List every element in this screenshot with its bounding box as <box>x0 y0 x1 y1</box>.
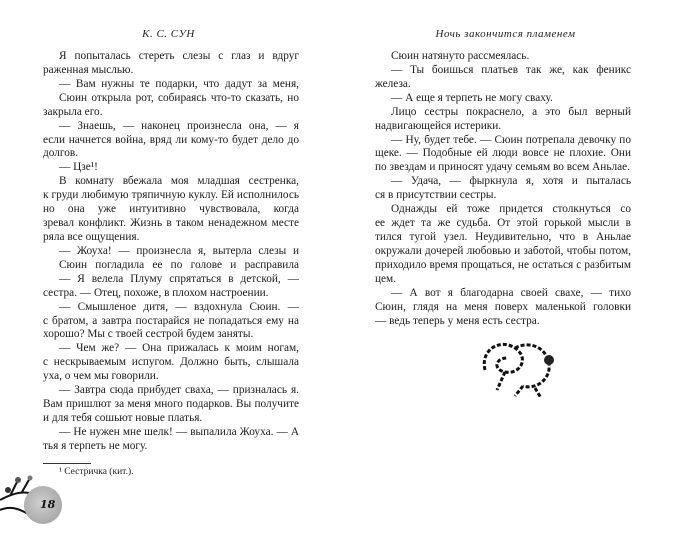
text-line: тья я терпеть не могу. <box>43 439 148 452</box>
text-line: — Ну, будет тебе. — Сюин потрепала девочку по <box>391 133 631 146</box>
body-text <box>43 50 299 454</box>
text-line: зревал конфликт. Жизнь в таком ненадежном месте <box>43 217 299 230</box>
text-line: Вам пришлют за меня много подарков. Вы получите <box>43 398 299 411</box>
text-line: Сюин открыла рот, собираясь что-то сказать, но <box>59 91 299 104</box>
text-line: окружали дочерей любовью и заботой, чтобы потом, <box>375 244 631 257</box>
page-number-badge <box>24 486 62 524</box>
text-line: — Чем же? — Она прижалась к моим ногам, <box>59 342 299 355</box>
text-line: уха, о чем мы говорили. <box>43 370 159 383</box>
text-line: — ведь теперь у меня есть сестра. <box>375 314 540 327</box>
text-line: — Удача, — фыркнула я, хотя и пыталась <box>391 175 631 188</box>
text-line: и для тебя сошьют новые платья. <box>43 411 203 424</box>
text-line: Лицо сестры покраснело, а это был верный <box>391 105 631 118</box>
text-line: с братом, а завтра постарайся не попадаться ему на <box>43 314 299 327</box>
text-line: — А вот я благодарна своей свахе, — тихо <box>391 286 631 299</box>
text-line: Сюин натянуто рассмеялась. <box>391 50 530 62</box>
text-line: хорошо? Мы с твоей сестрой будем заняты. <box>43 328 254 341</box>
text-line: — Я велела Плуму спрятаться в детской, — <box>59 272 299 285</box>
text-line: Однажды ей тоже придется столкнуться со <box>391 203 631 216</box>
text-line: раженная мыслью. <box>43 63 134 76</box>
text-line: — Смышленое дитя, — вздохнула Сюин. — <box>59 300 299 313</box>
text-line: — А еще я терпеть не могу сваху. <box>391 91 553 104</box>
text-line: — Знаешь, — наконец произнесла она, — я <box>59 119 299 132</box>
text-line: надвигающейся истерики. <box>375 119 502 132</box>
dragon-illustration-icon <box>475 330 559 402</box>
text-line: если начнется война, вряд ли кому-то будет дело до <box>43 133 299 146</box>
text-line: — Вам нужны те подарки, что дадут за меня, <box>59 77 299 90</box>
text-line: Я попыталась стереть слезы с глаз и вдруг <box>59 50 299 62</box>
running-header-author: К. С. СУН <box>142 28 195 40</box>
text-line: с нескрываемым испугом. Должно быть, слышала <box>43 356 299 369</box>
text-line: — Ты боишься платьев так же, как феникс <box>391 63 631 76</box>
text-line: Сюин, глядя на меня поверх маленькой головки <box>375 300 631 313</box>
footnote-divider <box>43 463 91 464</box>
text-line: ее ждет та же судьба. От этой горькой мысли в <box>375 217 631 230</box>
text-line: — Цзе¹! <box>59 161 98 174</box>
text-line: щеке. — Подобные ей люди вовсе не плохие. Они <box>375 147 631 160</box>
footnote: ¹ Сестричка (кит.). <box>59 467 134 477</box>
text-line: но она уже интуитивно чувствовала, когда <box>43 203 299 216</box>
text-line: по звездам и приносят удачу семьям во всем Аньлае. <box>375 161 630 174</box>
page-number: 18 <box>40 498 56 511</box>
text-line: железа. <box>375 77 411 90</box>
text-line: ся в присутствии сестры. <box>375 189 497 202</box>
right-page <box>337 0 674 539</box>
text-line: закрыла его. <box>43 105 103 118</box>
text-line: — Жоуха! — произнесла я, вытерла слезы и <box>59 244 299 257</box>
text-line: цем. <box>375 272 397 285</box>
text-line: — Не нужен мне шелк! — выпалила Жоуха. — А <box>59 425 299 438</box>
running-header-title: Ночь закончится пламенем <box>435 28 576 40</box>
text-line: приходило время прощаться, не остаться с разбитым <box>375 258 631 271</box>
text-line: сестра. — Отец, похоже, в плохом настроении. <box>43 286 269 299</box>
text-line: ряла все ощущения. <box>43 230 140 243</box>
text-line: — Завтра сюда прибудет сваха, — призналась я. <box>59 384 299 397</box>
text-line: Сюин погладила ее по голове и расправила <box>59 258 299 271</box>
text-line: В комнату вбежала моя младшая сестренка, <box>59 175 299 188</box>
text-line: долгов. <box>43 147 79 160</box>
body-text <box>375 50 631 328</box>
text-line: тился тугой узел. Неудивительно, что в Аньлае <box>375 230 631 243</box>
text-line: к груди любимую тряпичную куклу. Ей исполнилось <box>43 189 299 202</box>
